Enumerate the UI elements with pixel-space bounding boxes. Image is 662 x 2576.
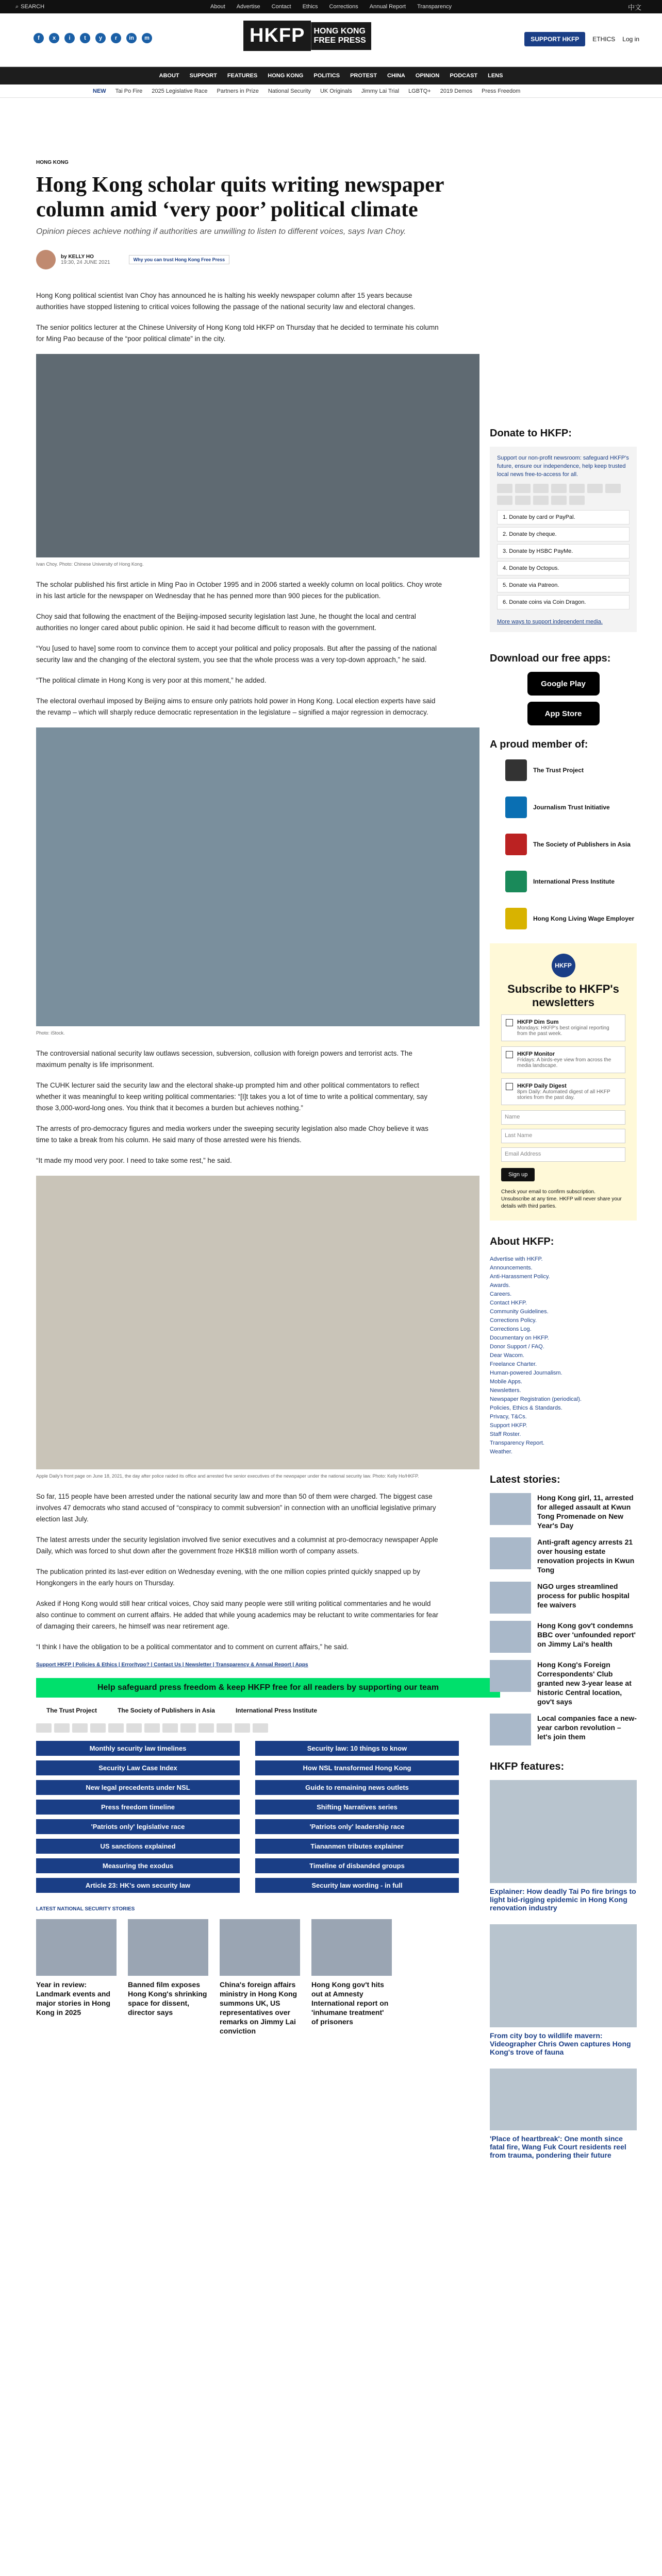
publish-date: 19:30, 24 JUNE 2021 <box>61 260 110 265</box>
about-link[interactable]: Advertise with HKFP. <box>490 1256 543 1262</box>
trust-project-icon <box>505 759 527 781</box>
topic-button[interactable]: 'Patriots only' leadership race <box>255 1819 459 1834</box>
topbar-link[interactable]: Ethics <box>302 4 318 10</box>
about-link[interactable]: Donor Support / FAQ. <box>490 1344 544 1350</box>
member-logo[interactable]: International Press Institute <box>490 869 637 894</box>
paragraph: The scholar published his first article in Ming Pao in October 1995 and in 2006 started a weekly column on local politics. Choy wrote in his last article for the newspaper on Wednesday that he has penned more than 900 pieces for the publication. <box>36 581 442 600</box>
story-thumbnail <box>220 1919 300 1976</box>
latest-nsl-cards <box>36 1919 490 2036</box>
trending-link[interactable]: 2025 Legislative Race <box>152 88 208 94</box>
topic-button[interactable]: Guide to remaining news outlets <box>255 1780 459 1795</box>
about-link[interactable]: Staff Roster. <box>490 1431 521 1437</box>
apple-daily-photo <box>36 1176 479 1469</box>
story-thumbnail <box>490 1537 531 1569</box>
newsletter-box <box>490 943 637 1221</box>
topbar-link[interactable]: Contact <box>271 4 291 10</box>
jti-icon <box>505 796 527 818</box>
newsletter-option[interactable]: HKFP Monitor Fridays: A birds-eye view from across the media landscape. <box>501 1046 625 1073</box>
newsletter-option[interactable]: HKFP Dim Sum Mondays: HKFP's best original reporting from the past week. <box>501 1014 625 1041</box>
about-link[interactable]: Privacy, T&Cs. <box>490 1414 527 1420</box>
about-link[interactable]: Freelance Charter. <box>490 1361 537 1367</box>
trending-bar <box>0 84 662 98</box>
article-body <box>36 1491 443 1653</box>
donate-option[interactable]: 3. Donate by HSBC PayMe. <box>497 544 630 558</box>
sopa-icon <box>505 834 527 855</box>
topbar-link[interactable]: Annual Report <box>369 4 406 10</box>
search-button[interactable]: ⌕ SEARCH <box>15 3 45 10</box>
trending-label: NEW <box>93 88 106 94</box>
apps-title: Download our free apps: <box>490 653 611 664</box>
search-icon: ⌕ <box>15 3 19 10</box>
paragraph: The CUHK lecturer said the security law and the electoral shake-up prompted him and other political commentators to reflect whether it was meaningful to keep writing political commentaries: “[I]t takes you a lot of time to write a political commentary, say those 3,000-word-long ones. You think that it becomes a burden but achieves nothing.” <box>36 1081 428 1112</box>
donate-option[interactable]: 5. Donate via Patreon. <box>497 578 630 592</box>
topic-button[interactable]: 'Patriots only' legislative race <box>36 1819 240 1834</box>
about-link[interactable]: Community Guidelines. <box>490 1309 549 1315</box>
paragraph: Choy said that following the enactment of the Beijing-imposed security legislation last June, he thought the local and central authorities no longer cared about public opinion. He said it had become difficult to reason with the government. <box>36 613 416 632</box>
payment-icons <box>497 484 630 505</box>
photo-caption: Apple Daily’s front page on June 18, 2021, the day after police raided its office and arrested five senior executives of the newspaper under the national security law. Photo: Kelly Ho/HKFP. <box>36 1473 419 1479</box>
member-logo[interactable]: The Trust Project <box>490 758 637 783</box>
article-body <box>36 579 443 718</box>
story-thumbnail <box>490 1493 531 1525</box>
story-card[interactable]: Banned film exposes Hong Kong's shrinking space for dissent, director says <box>128 1919 208 2036</box>
donate-box <box>490 447 637 632</box>
nav-item[interactable]: PROTEST <box>350 73 377 79</box>
article-body <box>36 290 443 345</box>
trending-link[interactable]: Partners in Prize <box>217 88 259 94</box>
member-logo[interactable]: Hong Kong Living Wage Employer <box>490 906 637 931</box>
about-link[interactable]: Corrections Policy. <box>490 1317 537 1324</box>
instagram-icon[interactable]: i <box>64 33 75 43</box>
login-link[interactable]: Log in <box>622 36 639 43</box>
article-category[interactable]: HONG KONG <box>36 160 69 165</box>
donate-option[interactable]: 6. Donate coins via Coin Dragon. <box>497 595 630 609</box>
trending-link[interactable]: UK Originals <box>320 88 352 94</box>
trending-link[interactable]: LGBTQ+ <box>408 88 431 94</box>
topic-button[interactable]: Tiananmen tributes explainer <box>255 1839 459 1854</box>
story-card[interactable]: China's foreign affairs ministry in Hong Kong summons UK, US representatives over remarks on Jimmy Lai conviction <box>220 1919 300 2036</box>
nav-item[interactable]: POLITICS <box>313 73 340 79</box>
sopa-logo[interactable]: The Society of Publishers in Asia <box>118 1707 215 1714</box>
story-card[interactable]: Year in review: Landmark events and major stories in Hong Kong in 2025 <box>36 1919 117 2036</box>
photo-caption: Ivan Choy. Photo: Chinese University of Hong Kong. <box>36 562 144 567</box>
topic-button[interactable]: US sanctions explained <box>36 1839 240 1854</box>
ipi-icon <box>505 871 527 892</box>
trending-link[interactable]: National Security <box>268 88 311 94</box>
rss-icon[interactable]: r <box>111 33 121 43</box>
paragraph: “You [used to have] some room to convince them to accept your political and policy proposals. But after the passing of the national security law and the changing of the electoral system, you see that the whole process was a very top-down approach,” he said. <box>36 645 437 664</box>
paragraph: The senior politics lecturer at the Chinese University of Hong Kong told HKFP on Thursday that he decided to terminate his column for Ming Pao because of the “poor political climate” in the city. <box>36 324 439 343</box>
checkbox[interactable] <box>506 1083 513 1090</box>
latest-story[interactable]: Hong Kong's Foreign Correspondents' Club granted new 3-year lease at historic Central location, gov't says <box>490 1660 637 1706</box>
about-link[interactable]: Documentary on HKFP. <box>490 1335 549 1341</box>
about-link[interactable]: Mobile Apps. <box>490 1379 522 1385</box>
topic-buttons <box>36 1741 459 1893</box>
story-thumbnail <box>128 1919 208 1976</box>
donate-option[interactable]: 1. Donate by card or PayPal. <box>497 510 630 524</box>
last-name-input[interactable]: Last Name <box>501 1129 625 1143</box>
about-link[interactable]: Contact HKFP. <box>490 1300 527 1306</box>
nav-item[interactable]: LENS <box>488 73 503 79</box>
paragraph: The electoral overhaul imposed by Beijing aims to ensure only patriots hold power in Hong Kong. Local election experts have said the revamp – which will sharply reduce democratic representation in the legislature – signified a major regression in democracy. <box>36 697 436 716</box>
donate-option[interactable]: 2. Donate by cheque. <box>497 527 630 541</box>
story-thumbnail <box>490 1621 531 1653</box>
donate-title: Donate to HKFP: <box>490 428 572 439</box>
story-thumbnail <box>490 1660 531 1692</box>
ipi-logo[interactable]: International Press Institute <box>235 1707 318 1714</box>
feature-thumbnail <box>490 1924 637 2027</box>
about-link[interactable]: Newspaper Registration (periodical). <box>490 1396 582 1402</box>
social-links <box>34 33 152 43</box>
youtube-icon[interactable]: y <box>95 33 106 43</box>
article-standfirst: Opinion pieces achieve nothing if authorities are unwilling to listen to different voices, says Ivan Choy. <box>36 227 406 236</box>
paragraph: Hong Kong political scientist Ivan Choy has announced he is halting his weekly newspaper column after 15 years because authorities have stopped listening to critical voices following the passage of the national security law and electoral changes. <box>36 292 416 311</box>
nav-item[interactable]: OPINION <box>415 73 440 79</box>
site-header <box>0 13 662 67</box>
latest-title: Latest stories: <box>490 1474 560 1485</box>
latest-story[interactable]: Hong Kong gov't condemns BBC over 'unfounded report' on Jimmy Lai's health <box>490 1621 637 1653</box>
feature-thumbnail <box>490 2069 637 2130</box>
nav-item[interactable]: SUPPORT <box>189 73 217 79</box>
about-link[interactable]: Human-powered Journalism. <box>490 1370 562 1376</box>
byline <box>36 250 662 269</box>
support-banner[interactable]: Help safeguard press freedom & keep HKFP free for all readers by supporting our team <box>36 1678 500 1698</box>
topic-button[interactable]: New legal precedents under NSL <box>36 1780 240 1795</box>
app-store-button[interactable]: App Store <box>527 702 600 725</box>
story-thumbnail <box>36 1919 117 1976</box>
about-link[interactable]: Transparency Report. <box>490 1440 544 1446</box>
topbar-link[interactable]: Corrections <box>329 4 358 10</box>
mastodon-icon[interactable]: m <box>142 33 152 43</box>
topic-button[interactable]: Article 23: HK's own security law <box>36 1878 240 1893</box>
paragraph: “I think I have the obligation to be a political commentator and to comment on current affairs,” he said. <box>36 1643 349 1651</box>
topbar-link[interactable]: Transparency <box>417 4 452 10</box>
latest-story[interactable]: Hong Kong girl, 11, arrested for alleged assault at Kwun Tong Promenade on New Year's Day <box>490 1493 637 1530</box>
nav-item[interactable]: ABOUT <box>159 73 179 79</box>
about-link[interactable]: Corrections Log. <box>490 1326 532 1332</box>
trending-link[interactable]: Press Freedom <box>482 88 521 94</box>
trending-link[interactable]: Tai Po Fire <box>115 88 143 94</box>
member-title: A proud member of: <box>490 739 588 750</box>
paragraph: The arrests of pro-democracy figures and media workers under the sweeping security legislation also made Choy believe it was time to take a break from his column. He said many of those arrested were his friends. <box>36 1125 428 1144</box>
google-play-button[interactable]: Google Play <box>527 672 600 696</box>
paragraph: So far, 115 people have been arrested under the national security law and more than 50 of them were charged. The biggest case involves 47 democrats who stand accused of “conspiracy to commit subversion” in connection with an unofficial legislative primary election last July. <box>36 1493 436 1523</box>
topic-button[interactable]: Security law wording - in full <box>255 1878 459 1893</box>
linkedin-icon[interactable]: in <box>126 33 137 43</box>
checkbox[interactable] <box>506 1019 513 1026</box>
author-avatar <box>36 250 56 269</box>
about-list <box>490 1255 637 1456</box>
topic-button[interactable]: How NSL transformed Hong Kong <box>255 1760 459 1775</box>
newsletter-note: Check your email to confirm subscription. Unsubscribe at any time. HKFP will never share your details with third parties. <box>501 1189 622 1209</box>
sidebar <box>490 428 637 2172</box>
main-nav <box>0 67 662 84</box>
twitter-icon[interactable]: x <box>49 33 59 43</box>
about-link[interactable]: Support HKFP. <box>490 1422 527 1429</box>
trust-button[interactable]: Why you can trust Hong Kong Free Press <box>129 255 230 264</box>
trending-link[interactable]: 2019 Demos <box>440 88 473 94</box>
topic-button[interactable]: Security law: 10 things to know <box>255 1741 459 1756</box>
nav-item[interactable]: HONG KONG <box>268 73 304 79</box>
nav-item[interactable]: CHINA <box>387 73 405 79</box>
about-link[interactable]: Weather. <box>490 1449 512 1455</box>
donate-option[interactable]: 4. Donate by Octopus. <box>497 561 630 575</box>
latest-story[interactable]: NGO urges streamlined process for public hospital fee waivers <box>490 1582 637 1614</box>
paragraph: “The political climate in Hong Kong is very poor at this moment,” he added. <box>36 676 267 684</box>
top-utility-bar <box>0 0 662 13</box>
site-logo[interactable]: HKFP HONG KONG FREE PRESS <box>243 21 371 51</box>
about-link[interactable]: Dear Wacom. <box>490 1352 524 1359</box>
topic-button[interactable]: Shifting Narratives series <box>255 1800 459 1815</box>
about-title: About HKFP: <box>490 1236 554 1247</box>
latest-story[interactable]: Local companies face a new-year carbon revolution – let's join them <box>490 1714 637 1745</box>
story-thumbnail <box>490 1714 531 1745</box>
about-link[interactable]: Careers. <box>490 1291 512 1297</box>
paragraph: The publication printed its last-ever edition on Wednesday evening, with the one million copies printed quickly snapped up by Hongkongers in the early hours on Thursday. <box>36 1568 420 1587</box>
language-switch[interactable]: 中文 <box>627 3 641 11</box>
photo-caption: Photo: iStock. <box>36 1030 65 1036</box>
latest-nsl-heading: LATEST NATIONAL SECURITY STORIES <box>36 1906 135 1912</box>
feature-card[interactable]: 'Place of heartbreak': One month since fatal fire, Wang Fuk Court residents reel from trauma, pondering their future <box>490 2069 637 2159</box>
article-footer-links[interactable]: Support HKFP | Policies & Ethics | Error/typo? | Contact Us | Newsletter | Transparency & Annual Report | Apps <box>36 1662 308 1668</box>
newsletter-option[interactable]: HKFP Daily Digest 8pm Daily: Automated digest of all HKFP stories from the past day. <box>501 1078 625 1105</box>
checkbox[interactable] <box>506 1051 513 1058</box>
feature-card[interactable]: Explainer: How deadly Tai Po fire brings to light bid-rigging epidemic in Hong Kong renovation industry <box>490 1780 637 1912</box>
topbar-link[interactable]: About <box>210 4 225 10</box>
paragraph: The latest arrests under the security legislation involved five senior executives and a columnist at pro-democracy newspaper Apple Daily, which was forced to shut down after the government froze HK$18 million worth of company assets. <box>36 1536 438 1555</box>
first-name-input[interactable]: Name <box>501 1110 625 1125</box>
about-link[interactable]: Announcements. <box>490 1265 533 1271</box>
story-thumbnail <box>311 1919 392 1976</box>
paragraph: Asked if Hong Kong would still hear critical voices, Choy said many people were still writing political commentaries and he would also continue to comment on current affairs. He added that while young academics may be reluctant to write commentaries for fear of damaging their careers, he himself was near retirement age. <box>36 1600 439 1630</box>
ethics-link[interactable]: ETHICS <box>592 36 616 43</box>
email-input[interactable]: Email Address <box>501 1147 625 1162</box>
newsletter-logo: HKFP <box>552 954 575 977</box>
feature-card[interactable]: From city boy to wildlife mavern: Videographer Chris Owen captures Hong Kong's trove of fauna <box>490 1924 637 2056</box>
newsletter-title: Subscribe to HKFP's newsletters <box>507 982 619 1009</box>
article-title: Hong Kong scholar quits writing newspaper column amid ‘very poor’ political climate <box>36 173 444 222</box>
article-body <box>36 1048 443 1166</box>
nav-item[interactable]: FEATURES <box>227 73 258 79</box>
ivan-choy-photo <box>36 354 479 557</box>
topic-button[interactable]: Measuring the exodus <box>36 1858 240 1873</box>
topic-button[interactable]: Security Law Case Index <box>36 1760 240 1775</box>
trust-project-logo[interactable]: The Trust Project <box>46 1707 97 1714</box>
more-ways-link[interactable]: More ways to support independent media. <box>497 619 603 625</box>
facebook-icon[interactable]: f <box>34 33 44 43</box>
living-wage-icon <box>505 908 527 929</box>
feature-thumbnail <box>490 1780 637 1883</box>
topic-button[interactable]: Press freedom timeline <box>36 1800 240 1815</box>
topbar-link[interactable]: Advertise <box>236 4 260 10</box>
paragraph: The controversial national security law outlaws secession, subversion, collusion with foreign powers and terrorist acts. The maximum penalty is life imprisonment. <box>36 1049 412 1069</box>
member-logo[interactable]: The Society of Publishers in Asia <box>490 832 637 857</box>
trending-link[interactable]: Jimmy Lai Trial <box>361 88 400 94</box>
signup-button[interactable]: Sign up <box>501 1168 535 1181</box>
telegram-icon[interactable]: t <box>80 33 90 43</box>
topic-button[interactable]: Timeline of disbanded groups <box>255 1858 459 1873</box>
nav-item[interactable]: PODCAST <box>450 73 478 79</box>
about-link[interactable]: Newsletters. <box>490 1387 521 1394</box>
istock-photo <box>36 727 479 1026</box>
topic-button[interactable]: Monthly security law timelines <box>36 1741 240 1756</box>
author-name[interactable]: by KELLY HO <box>61 254 94 260</box>
support-button[interactable]: SUPPORT HKFP <box>524 32 585 46</box>
story-card[interactable]: Hong Kong gov't hits out at Amnesty International report on 'inhumane treatment' of prisoners <box>311 1919 392 2036</box>
paragraph: “It made my mood very poor. I need to take some rest,” he said. <box>36 1157 232 1164</box>
features-title: HKFP features: <box>490 1761 565 1772</box>
about-link[interactable]: Awards. <box>490 1282 510 1289</box>
about-link[interactable]: Anti-Harassment Policy. <box>490 1274 550 1280</box>
donate-text[interactable]: Support our non-profit newsroom: safeguard HKFP's future, ensure our independence, help keep trusted local news free-to-access for all. <box>497 455 629 478</box>
member-logo[interactable]: Journalism Trust Initiative <box>490 795 637 820</box>
latest-story[interactable]: Anti-graft agency arrests 21 over housing estate renovation projects in Kwun Tong <box>490 1537 637 1574</box>
about-link[interactable]: Policies, Ethics & Standards. <box>490 1405 562 1411</box>
story-thumbnail <box>490 1582 531 1614</box>
